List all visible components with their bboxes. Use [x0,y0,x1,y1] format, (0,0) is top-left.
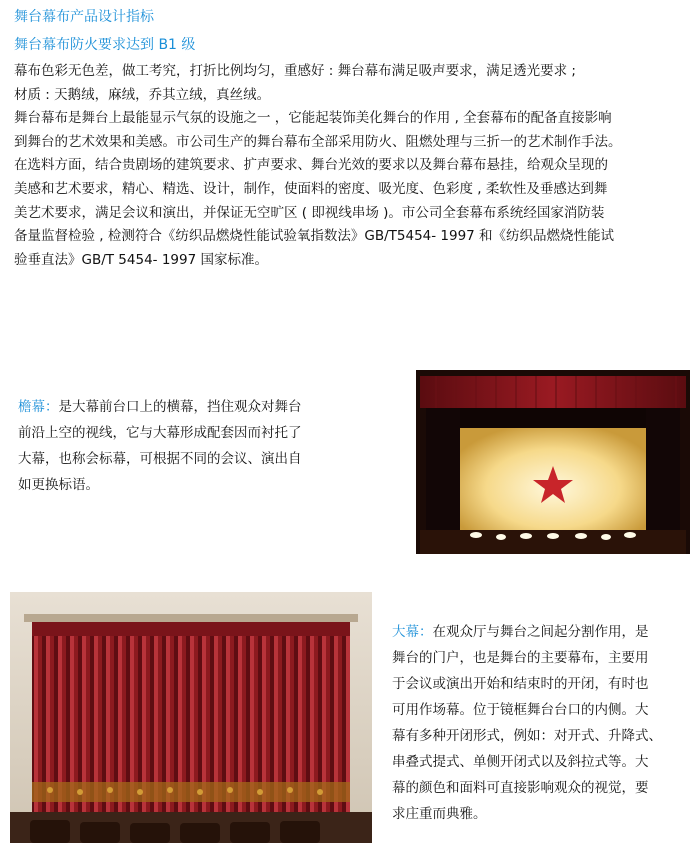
intro-line: 到舞台的艺术效果和美感。市公司生产的舞台幕布全部采用防火、阻燃处理与三折一的艺术制作手法。 [14,133,622,150]
main-curtain-keyword: 大幕： [392,624,433,640]
main-curtain-description [392,619,692,827]
intro-line: 美艺术要求，满足会议和演出，并保证无空旷区 ( 即视线串场 )。市公司全套幕布系统经国家消防装 [14,204,605,221]
eave-curtain-photo [416,370,690,554]
main-curtain-line: 舞台的门户，也是舞台的主要幕布，主要用 [392,650,649,666]
eave-curtain-line: 前沿上空的视线，它与大幕形成配套因而衬托了 [18,425,302,441]
intro-line: 美感和艺术要求，精心、精选、设计，制作，使面料的密度、吸光度、色彩度 , 柔软性及垂感达到舞 [14,180,608,197]
page-subtitle: 舞台幕布防火要求达到 B1 级 [14,37,196,53]
eave-curtain-description [18,394,368,498]
intro-line: 材质 : 天鹅绒，麻绒，乔其立绒，真丝绒。 [14,86,271,103]
intro-line: 舞台幕布是舞台上最能显示气氛的设施之一 ，它能起装饰美化舞台的作用 , 全套幕布的配备直接影响 [14,110,612,127]
intro-line: 验垂直法》GB/T 5454- 1997 国家标准。 [14,251,268,268]
main-curtain-photo [10,592,372,843]
intro-paragraph [14,60,694,272]
main-curtain-line: 于会议或演出开始和结束时的开闭，有时也 [392,676,649,692]
main-curtain-line: 可用作场幕。位于镜框舞台台口的内侧。大 [392,702,649,718]
eave-curtain-line [18,394,368,420]
main-curtain-text: 在观众厅与舞台之间起分割作用，是 [432,624,649,640]
page-title: 舞台幕布产品设计指标 [14,9,154,25]
eave-curtain-line: 如更换标语。 [18,477,99,493]
main-curtain-line: 求庄重而典雅。 [392,806,487,822]
eave-curtain-keyword: 檐幕： [18,399,59,415]
intro-line: 备量监督检验 , 检测符合《纺织品燃烧性能试验氧指数法》GB/T5454- 1997 和《纺织品燃烧性能试 [14,228,615,245]
eave-curtain-line: 大幕，也称会标幕，可根据不同的会议、演出自 [18,451,302,467]
main-curtain-line: 幕的颜色和面料可直接影响观众的视觉，要 [392,780,649,796]
intro-line: 在选料方面，结合贵剧场的建筑要求、扩声要求、舞台光效的要求以及舞台幕布悬挂，给观众呈现的 [14,157,608,174]
eave-curtain-text: 是大幕前台口上的横幕，挡住观众对舞台 [58,399,302,415]
main-curtain-line: 幕有多种开闭形式，例如：对开式、升降式、 [392,728,662,744]
intro-line: 幕布色彩无色差，做工考究，打折比例均匀，重感好 : 舞台幕布满足吸声要求，满足透光要求 ; [14,63,576,79]
main-curtain-line: 串叠式提式、单侧开闭式以及斜拉式等。大 [392,754,649,770]
main-curtain-line [392,619,692,645]
